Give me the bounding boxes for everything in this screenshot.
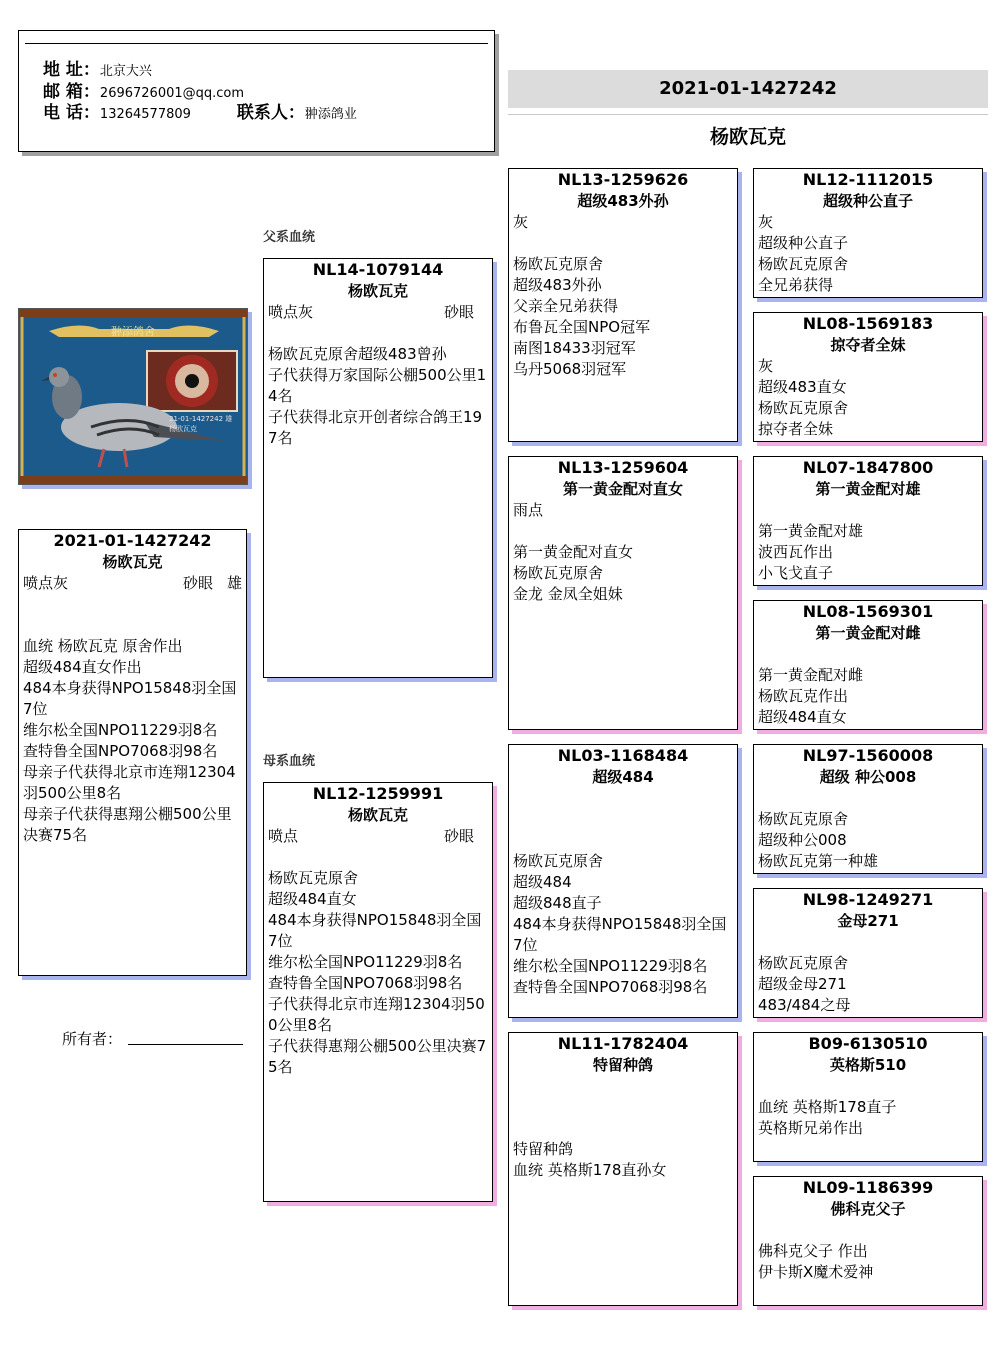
sire-line: 子代获得万家国际公棚500公里14名 (268, 366, 487, 405)
ggp-ring: NL97-1560008 (802, 746, 934, 765)
ggp-line: 杨欧瓦克第一种雄 (758, 852, 879, 870)
dam-section-label: 母系血统 (263, 754, 316, 769)
ggp-name: 超级 种公008 (819, 768, 917, 786)
ggp-line: 第一黄金配对雌 (758, 666, 864, 684)
gp-line: 维尔松全国NPO11229羽8名 (513, 957, 708, 975)
subject-card (18, 529, 247, 976)
great-grandparent-card (753, 1176, 983, 1306)
gp-ring: NL13-1259626 (557, 170, 689, 189)
great-grandparent-card (753, 312, 983, 442)
gp-ring: NL11-1782404 (557, 1034, 689, 1053)
owner-signature-line (128, 1044, 243, 1045)
ggp-line: 超级483直女 (758, 378, 847, 396)
photo-banner-text: 翀添鸽舍 (111, 325, 155, 338)
gp-line: 金龙 金凤全姐妹 (513, 585, 623, 603)
dam-card (263, 782, 493, 1202)
gp-ring: NL13-1259604 (557, 458, 689, 477)
ggp-line: 英格斯兄弟作出 (758, 1119, 864, 1137)
ggp-name: 超级种公直子 (822, 192, 913, 210)
contact-person-label: 联系人： (236, 103, 305, 123)
sire-color: 喷点灰 (268, 303, 314, 321)
dam-name: 杨欧瓦克 (347, 806, 408, 824)
gp-line: 父亲全兄弟获得 (513, 297, 619, 315)
ggp-line: 杨欧瓦克原舍 (758, 810, 849, 828)
ggp-line: 伊卡斯X魔术爱神 (758, 1263, 874, 1281)
phone-value: 13264577809 (99, 107, 191, 122)
gp-line: 乌丹5068羽冠军 (513, 360, 627, 378)
gp-color: 灰 (513, 213, 529, 231)
dam-line: 子代获得惠翔公棚500公里决赛75名 (268, 1037, 487, 1076)
sire-eye: 砂眼 (443, 303, 474, 321)
gp-line: 超级483外孙 (513, 276, 602, 294)
email-value: 2696726001@qq.com (99, 86, 245, 101)
gp-line: 特留种鸽 (513, 1140, 574, 1158)
sire-line: 子代获得北京开创者综合鸽王197名 (268, 408, 483, 447)
contact-rule (25, 43, 488, 44)
great-grandparent-card (753, 888, 983, 1018)
subject-ring: 2021-01-1427242 (53, 531, 212, 550)
ggp-line: 483/484之母 (758, 996, 851, 1014)
sire-card (263, 258, 493, 678)
gp-line: 第一黄金配对直女 (513, 543, 634, 561)
gp-line: 杨欧瓦克原舍 (513, 852, 604, 870)
gp-color: 雨点 (513, 501, 544, 519)
header-ring: 2021-01-1427242 (659, 78, 837, 99)
gp-name: 超级483外孙 (577, 192, 669, 210)
ggp-line: 超级金母271 (758, 975, 847, 993)
dam-eye: 砂眼 (443, 827, 474, 845)
dam-line: 子代获得北京市连翔12304羽500公里8名 (268, 995, 485, 1034)
gp-line: 杨欧瓦克原舍 (513, 255, 604, 273)
ggp-line: 佛科克父子 作出 (758, 1242, 868, 1260)
ggp-line: 小飞戈直子 (758, 564, 834, 582)
subject-sex: 雄 (226, 574, 242, 592)
subject-eye: 砂眼 (182, 574, 213, 592)
great-grandparent-card (753, 744, 983, 874)
subject-line: 维尔松全国NPO11229羽8名 (23, 721, 218, 739)
gp-line: 超级484 (513, 873, 572, 891)
ggp-line: 超级484直女 (758, 708, 847, 726)
great-grandparent-card (753, 1032, 983, 1162)
great-grandparent-card (753, 168, 983, 298)
gp-line: 查特鲁全国NPO7068羽98名 (513, 978, 708, 996)
ggp-line: 杨欧瓦克原舍 (758, 954, 849, 972)
ggp-name: 第一黄金配对雌 (815, 624, 921, 642)
subject-line: 超级484直女作出 (23, 658, 142, 676)
gp-name: 超级484 (592, 768, 654, 786)
sire-section-label: 父系血统 (263, 230, 316, 245)
gp-line: 血统 英格斯178直孙女 (513, 1161, 667, 1179)
ggp-line: 掠夺者全妹 (758, 420, 834, 438)
ggp-line: 杨欧瓦克原舍 (758, 255, 849, 273)
photo-caption-2: 杨欧瓦克 (169, 425, 197, 433)
phone-row (43, 98, 357, 123)
ggp-name: 第一黄金配对雄 (815, 480, 921, 498)
subject-traits (23, 573, 242, 594)
ggp-line: 超级种公008 (758, 831, 847, 849)
dam-line: 维尔松全国NPO11229羽8名 (268, 953, 463, 971)
ggp-line: 血统 英格斯178直子 (758, 1098, 897, 1116)
gp-line: 布鲁瓦全国NPO冠军 (513, 318, 651, 336)
gp-name: 第一黄金配对直女 (562, 480, 683, 498)
great-grandparent-card (753, 456, 983, 586)
sire-name: 杨欧瓦克 (347, 282, 408, 300)
dam-color: 喷点 (268, 827, 299, 845)
ggp-line: 超级种公直子 (758, 234, 849, 252)
great-grandparent-card (753, 600, 983, 730)
sire-line: 杨欧瓦克原舍超级483曾孙 (268, 345, 447, 363)
ggp-ring: NL09-1186399 (802, 1178, 934, 1197)
ggp-line: 全兄弟获得 (758, 276, 834, 294)
dam-line: 查特鲁全国NPO7068羽98名 (268, 974, 463, 992)
pigeon-photo-image (19, 309, 247, 484)
dam-line: 484本身获得NPO15848羽全国7位 (268, 911, 482, 950)
subject-line: 母亲子代获得惠翔公棚500公里决赛75名 (23, 805, 232, 844)
subject-line: 484本身获得NPO15848羽全国7位 (23, 679, 237, 718)
gp-line: 南图18433羽冠军 (513, 339, 636, 357)
ggp-name: 金母271 (837, 912, 899, 930)
dam-line: 超级484直女 (268, 890, 357, 908)
subject-color: 喷点灰 (23, 574, 69, 592)
ggp-ring: NL12-1112015 (802, 170, 934, 189)
sire-traits (268, 302, 488, 323)
grandparent-card (508, 744, 738, 1018)
gp-line: 杨欧瓦克原舍 (513, 564, 604, 582)
photo-caption-1: 21-01-1427242 雄 (169, 415, 233, 423)
ggp-ring: NL98-1249271 (802, 890, 934, 909)
ggp-line: 杨欧瓦克原舍 (758, 399, 849, 417)
subject-name: 杨欧瓦克 (102, 553, 163, 571)
ggp-name: 英格斯510 (829, 1056, 907, 1074)
gp-line: 超级848直子 (513, 894, 602, 912)
ggp-ring: B09-6130510 (808, 1034, 928, 1053)
owner-label: 所有者： (62, 1030, 123, 1048)
ggp-line: 波西瓦作出 (758, 543, 834, 561)
ggp-color: 灰 (758, 357, 774, 375)
ggp-name: 佛科克父子 (830, 1200, 906, 1218)
ggp-ring: NL08-1569183 (802, 314, 934, 333)
dam-ring: NL12-1259991 (312, 784, 444, 803)
ggp-name: 掠夺者全妹 (830, 336, 906, 354)
header-name: 杨欧瓦克 (709, 126, 786, 148)
phone-label: 电 话： (43, 103, 100, 123)
sire-ring: NL14-1079144 (312, 260, 444, 279)
gp-ring: NL03-1168484 (557, 746, 689, 765)
ggp-line: 第一黄金配对雄 (758, 522, 864, 540)
email-label: 邮 箱： (43, 82, 100, 102)
header-divider (508, 114, 988, 115)
dam-line: 杨欧瓦克原舍 (268, 869, 359, 887)
ggp-line: 杨欧瓦克作出 (758, 687, 849, 705)
address-value: 北京大兴 (99, 64, 152, 79)
ggp-ring: NL07-1847800 (802, 458, 934, 477)
subject-line: 母亲子代获得北京市连翔12304羽500公里8名 (23, 763, 236, 802)
ggp-color: 灰 (758, 213, 774, 231)
subject-line: 血统 杨欧瓦克 原舍作出 (23, 637, 183, 655)
gp-name: 特留种鸽 (592, 1056, 653, 1074)
grandparent-card (508, 1032, 738, 1306)
grandparent-card (508, 168, 738, 442)
pigeon-photo (18, 308, 248, 485)
grandparent-card (508, 456, 738, 730)
address-label: 地 址： (43, 60, 100, 80)
ggp-ring: NL08-1569301 (802, 602, 934, 621)
gp-line: 484本身获得NPO15848羽全国7位 (513, 915, 727, 954)
contact-person-value: 翀添鸽业 (304, 107, 357, 122)
contact-box (18, 30, 495, 152)
dam-traits (268, 826, 488, 847)
subject-line: 查特鲁全国NPO7068羽98名 (23, 742, 218, 760)
